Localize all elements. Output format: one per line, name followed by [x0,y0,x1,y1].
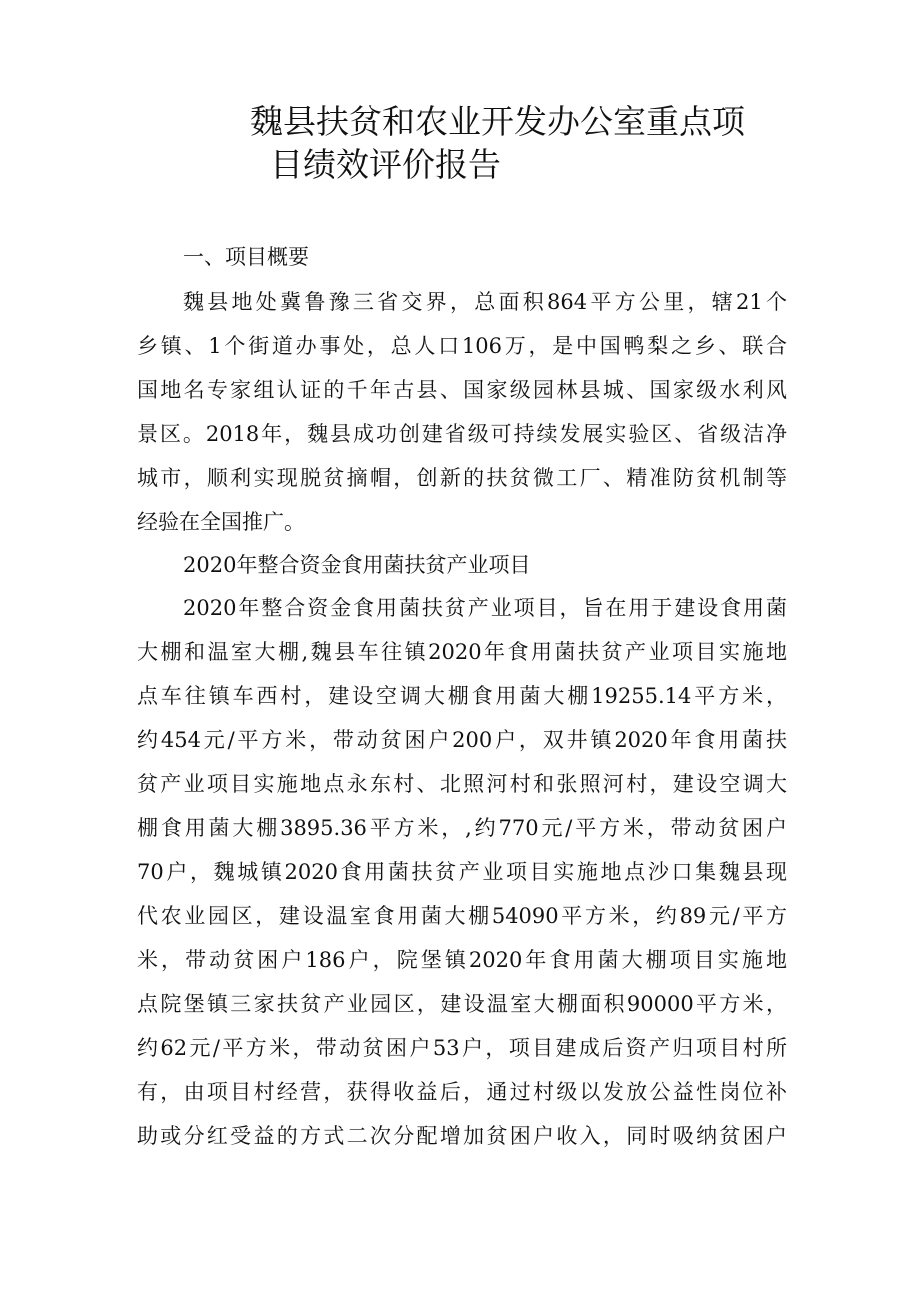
paragraph-line: 经验在全国推广。 [137,510,305,534]
paragraph-line: 乡镇、1个街道办事处，总人口106万，是中国鸭梨之乡、联合 [137,334,787,358]
paragraph-line: 魏县地处冀鲁豫三省交界，总面积864平方公里，辖21个 [183,290,787,314]
section-heading: 一、项目概要 [183,245,309,269]
document-title-line-2: 目绩效评价报告 [270,145,501,184]
paragraph-line: 70户，魏城镇2020食用菌扶贫产业项目实施地点沙口集魏县现 [137,860,787,884]
paragraph-line: 约454元/平方米，带动贫困户200户，双井镇2020年食用菌扶 [137,728,787,752]
project-title: 2020年整合资金食用菌扶贫产业项目 [183,553,531,577]
paragraph-line: 2020年整合资金食用菌扶贫产业项目，旨在用于建设食用菌 [183,596,787,620]
paragraph-line: 点车往镇车西村，建设空调大棚食用菌大棚19255.14平方米， [137,684,787,708]
paragraph-line: 贫产业项目实施地点永东村、北照河村和张照河村，建设空调大 [137,772,787,796]
paragraph-line: 大棚和温室大棚,魏县车往镇2020年食用菌扶贫产业项目实施地 [137,640,787,664]
paragraph-line: 助或分红受益的方式二次分配增加贫困户收入，同时吸纳贫困户 [137,1124,787,1148]
paragraph-line: 棚食用菌大棚3895.36平方米，,约770元/平方米，带动贫困户 [137,816,787,840]
paragraph-line: 国地名专家组认证的千年古县、国家级园林县城、国家级水利风 [137,378,787,402]
paragraph-line: 点院堡镇三家扶贫产业园区，建设温室大棚面积90000平方米， [137,992,787,1016]
paragraph-line: 米，带动贫困户186户，院堡镇2020年食用菌大棚项目实施地 [137,948,787,972]
paragraph-line: 约62元/平方米，带动贫困户53户，项目建成后资产归项目村所 [137,1036,787,1060]
paragraph-line: 景区。2018年，魏县成功创建省级可持续发展实验区、省级洁净 [137,422,787,446]
paragraph-line: 城市，顺利实现脱贫摘帽，创新的扶贫微工厂、精准防贫机制等 [137,466,787,490]
paragraph-line: 代农业园区，建设温室食用菌大棚54090平方米，约89元/平方 [137,904,787,928]
paragraph-line: 有，由项目村经营，获得收益后，通过村级以发放公益性岗位补 [137,1080,787,1104]
document-title-line-1: 魏县扶贫和农业开发办公室重点项 [250,102,745,141]
